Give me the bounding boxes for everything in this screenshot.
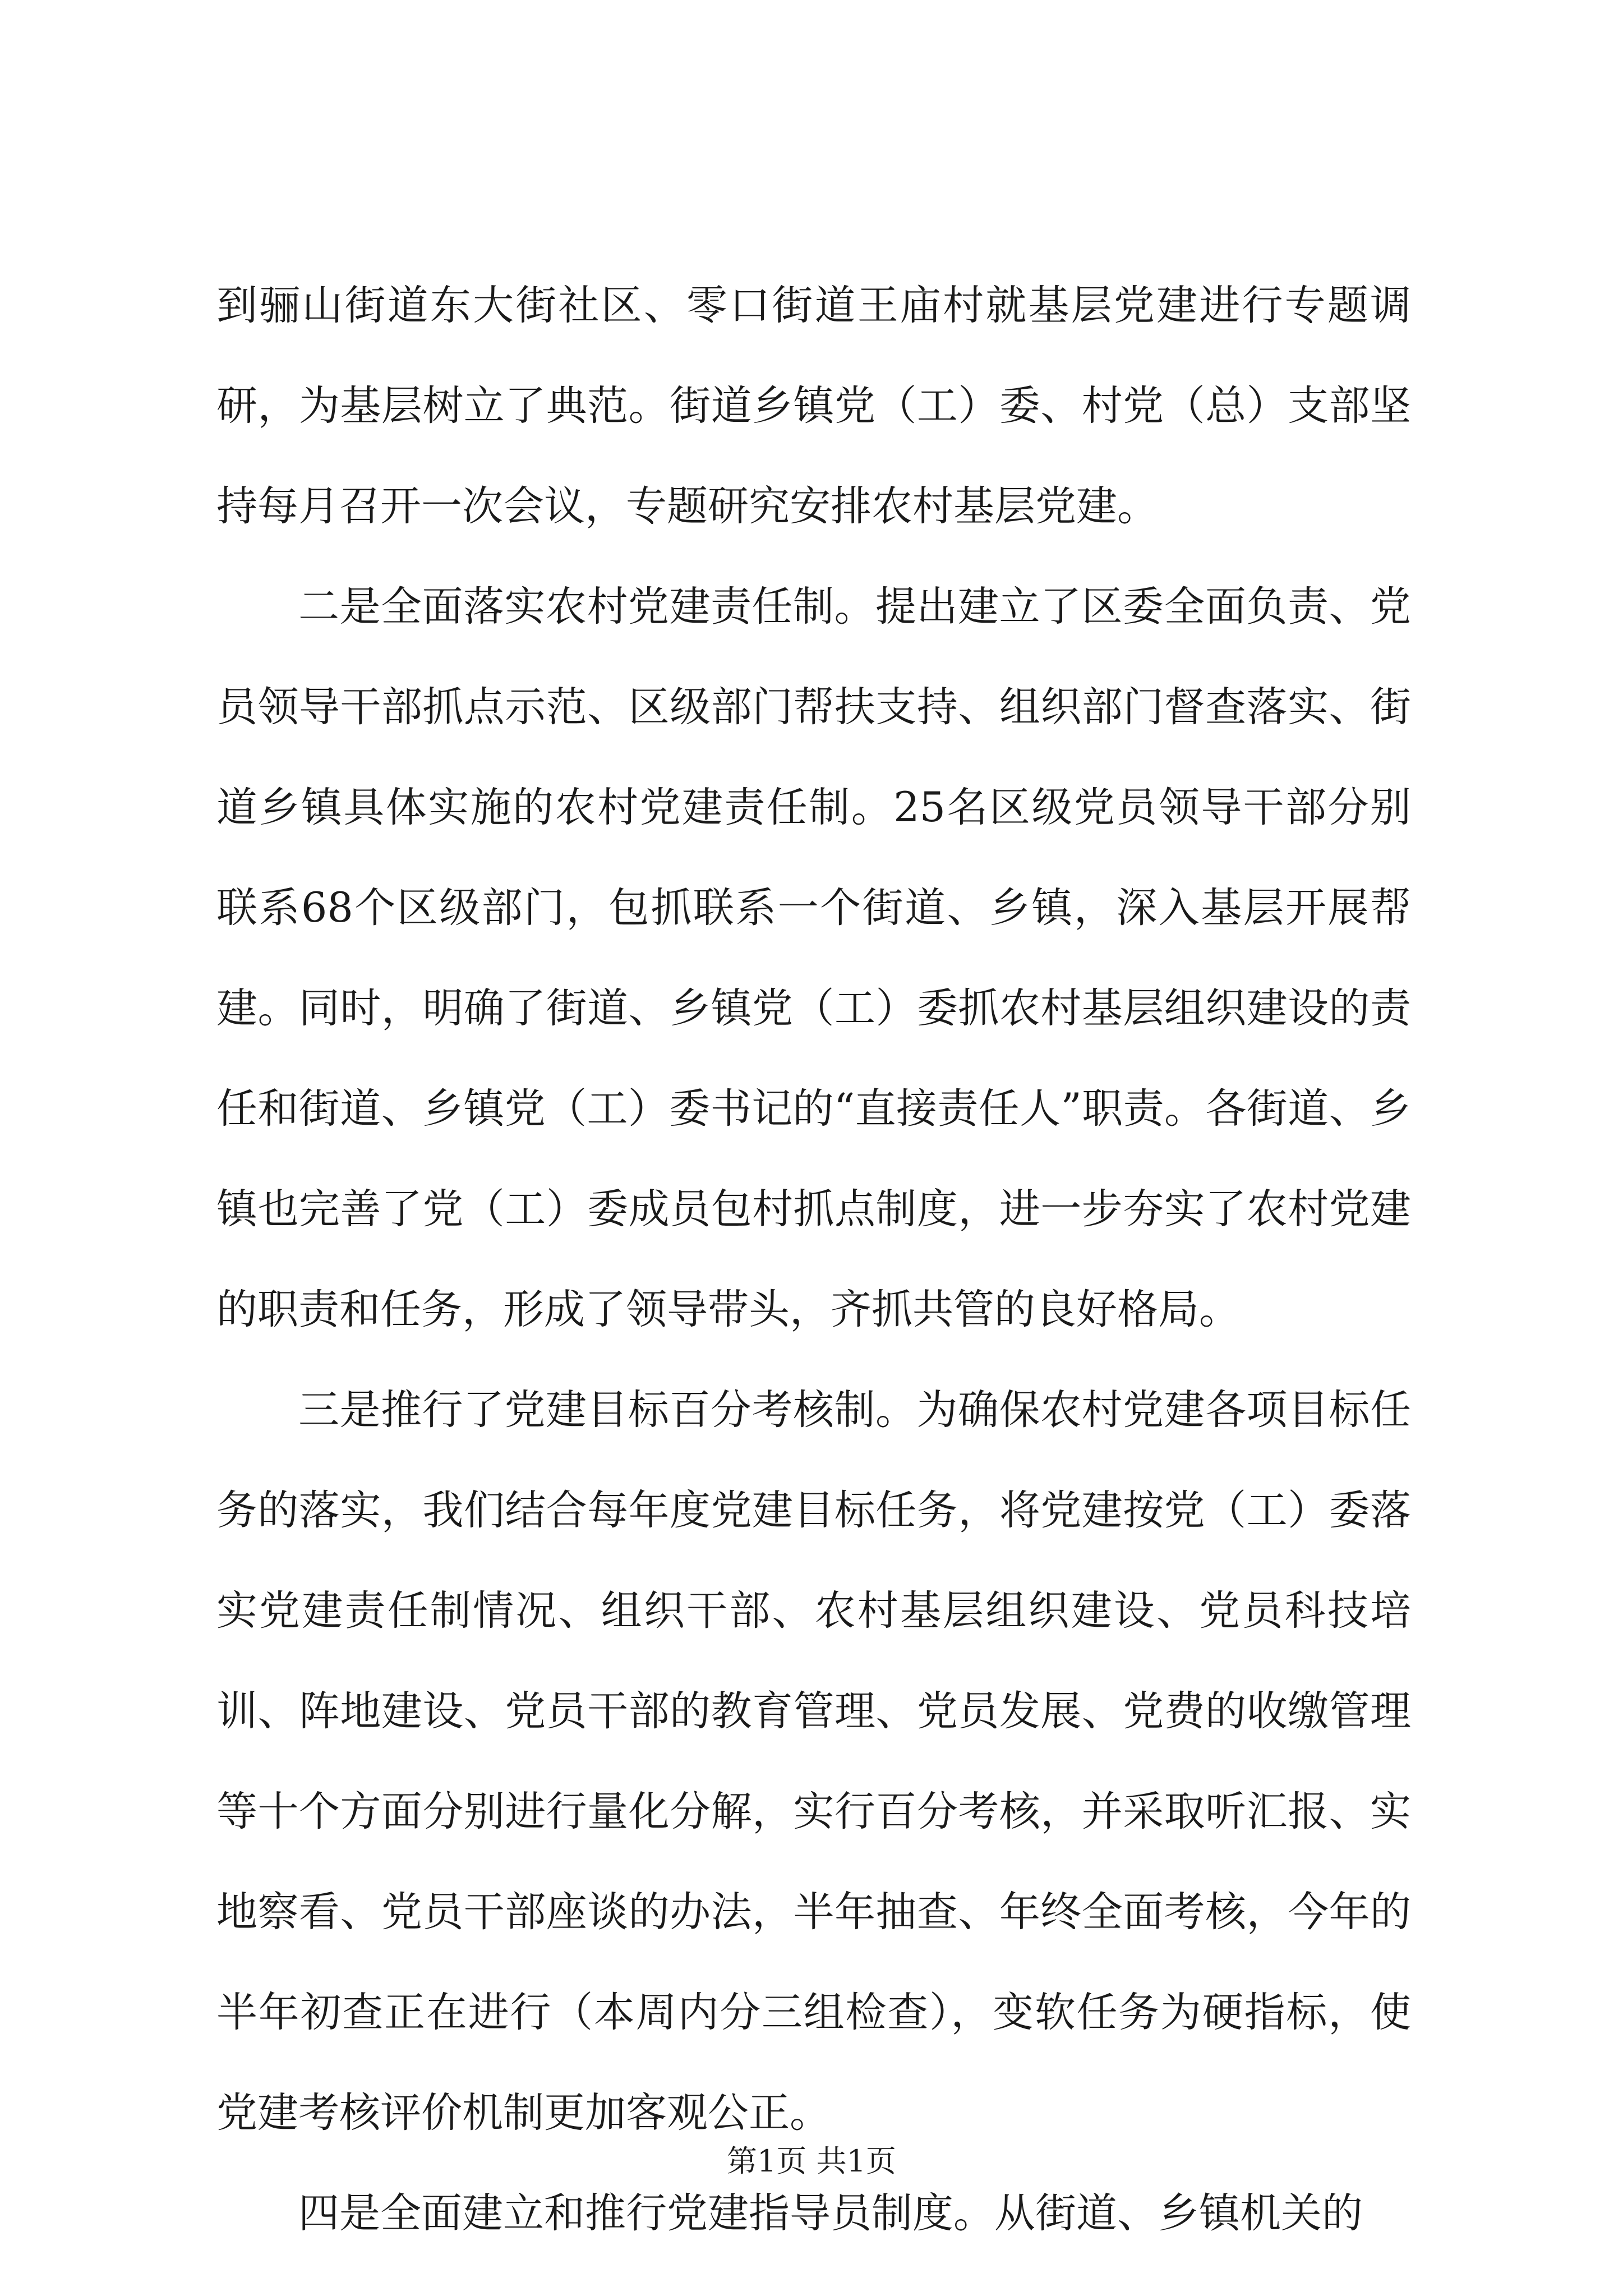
paragraph-responsibility-system: 二是全面落实农村党建责任制。提出建立了区委全面负责、党员领导干部抓点示范、区级部门帮扶支持、组织部门督查落实、街道乡镇具体实施的农村党建责任制。25名区级党员领导干部分别联系68个区级部门，包抓联系一个街道、乡镇，深入基层开展帮建。同时，明确了街道、乡镇党（工）委抓农村基层组织建设的责任和街道、乡镇党（工）委书记的“直接责任人”职责。各街道、乡镇也完善了党（工）委成员包村抓点制度，进一步夯实了农村党建的职责和任务，形成了领导带头，齐抓共管的良好格局。 <box>216 583 1411 1333</box>
document-body <box>216 255 1411 2263</box>
paragraph-assessment-system: 三是推行了党建目标百分考核制。为确保农村党建各项目标任务的落实，我们结合每年度党建目标任务，将党建按党（工）委落实党建责任制情况、组织干部、农村基层组织建设、党员科技培训、阵地建设、党员干部的教育管理、党员发展、党费的收缴管理等十个方面分别进行量化分解，实行百分考核，并采取听汇报、实地察看、党员干部座谈的办法，半年抽查、年终全面考核，今年的半年初查正在进行（本周内分三组检查），变软任务为硬指标，使党建考核评价机制更加客观公正。 <box>216 1386 1411 2137</box>
page-footer: 第1页 共1页 <box>727 2143 896 2179</box>
paragraph-continuation: 到骊山街道东大街社区、零口街道王庙村就基层党建进行专题调研，为基层树立了典范。街道乡镇党（工）委、村党（总）支部坚持每月召开一次会议，专题研究安排农村基层党建。 <box>216 282 1411 530</box>
paragraph-instructor-system: 四是全面建立和推行党建指导员制度。从街道、乡镇机关的 <box>298 2189 1363 2237</box>
